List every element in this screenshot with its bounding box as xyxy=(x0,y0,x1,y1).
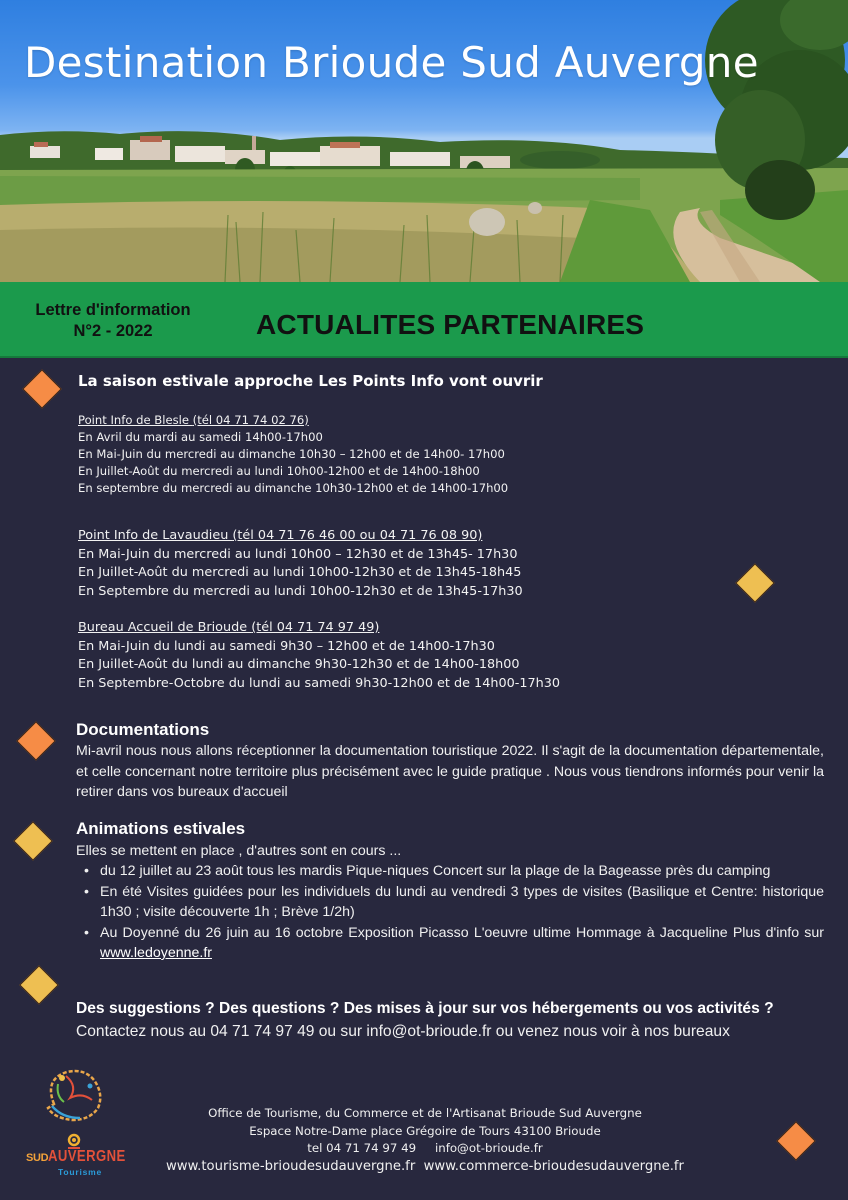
office-title xyxy=(78,527,523,546)
list-item-text: Au Doyenné du 26 juin au 16 octobre Exposition Picasso L'oeuvre ultime Hommage à Jacqueline Plus d'info sur xyxy=(100,924,824,941)
logo-sud: SUD xyxy=(26,1152,49,1164)
hours-line: En Juillet-Août du mercredi au lundi 10h00-12h30 et de 13h45-18h45 xyxy=(78,565,522,580)
office-phone[interactable]: (tél 04 71 74 97 49) xyxy=(251,620,380,635)
cta-question: Des suggestions ? Des questions ? Des mises à jour sur vos hébergements ou vos activités ? xyxy=(76,1000,774,1017)
cta-contact: Contactez nous au 04 71 74 97 49 ou sur info@ot-brioude.fr ou venez nous voir à nos bureaux xyxy=(76,1023,730,1040)
animations-heading: Animations estivales xyxy=(76,819,246,838)
hours-line: En Mai-Juin du lundi au samedi 9h30 – 12h00 et de 14h00-17h30 xyxy=(78,638,495,654)
logo-auvergne: AUVERGNE xyxy=(48,1148,126,1165)
hero-title: Destination Brioude Sud Auvergne xyxy=(24,38,759,87)
footer-tel-email xyxy=(130,1140,720,1158)
orange-diamond-icon xyxy=(16,721,56,761)
footer-url-tourisme[interactable]: www.tourisme-brioudesudauvergne.fr xyxy=(166,1158,416,1174)
list-item xyxy=(76,923,824,964)
ledoyenne-link[interactable]: www.ledoyenne.fr xyxy=(100,945,212,961)
office-blesle xyxy=(78,412,508,497)
documentations-body: Mi-avril nous nous allons réceptionner la documentation touristique 2022. Il s'agit de la documentation départementale, et celle concernant notre territoire plus précisément avec le guide pratique . Nous vous tiendrons informés pour venir la retirer dans vos bureaux d'accueil xyxy=(76,743,824,800)
office-name: Point Info de Blesle xyxy=(78,413,193,427)
hours-line: En Juillet-Août du mercredi au lundi 10h00-12h00 et de 14h00-18h00 xyxy=(78,464,480,478)
list-item: • du 12 juillet au 23 août tous les mardis Pique-niques Concert sur la plage de la Bageasse près du camping xyxy=(76,861,824,882)
footer-tel[interactable]: tel 04 71 74 97 49 xyxy=(307,1141,417,1155)
footer-url-commerce[interactable]: www.commerce-brioudesudauvergne.fr xyxy=(423,1158,684,1174)
office-title xyxy=(78,412,508,429)
issue-label xyxy=(14,300,212,342)
footer-contact xyxy=(130,1105,720,1175)
hours-line: En Avril du mardi au samedi 14h00-17h00 xyxy=(78,430,323,444)
issue-line-1: Lettre d'information xyxy=(35,301,191,319)
sud-auvergne-logo xyxy=(22,1064,132,1182)
hero-banner xyxy=(0,0,848,282)
list-item: • En été Visites guidées pour les individuels du lundi au vendredi 3 types de visites (Basilique et Centre: historique 1h30 ; visite découverte 1h ; Brève 1/2h) xyxy=(76,882,824,923)
footer-org: Office de Tourisme, du Commerce et de l'Artisanat Brioude Sud Auvergne xyxy=(208,1106,642,1120)
hours-line: En Septembre-Octobre du lundi au samedi 9h30-12h00 et de 14h00-17h30 xyxy=(78,675,561,691)
office-lavaudieu xyxy=(78,527,523,601)
hours-line: En Mai-Juin du mercredi au lundi 10h00 – 12h30 et de 13h45- 17h30 xyxy=(78,546,518,562)
hours-line: En Mai-Juin du mercredi au dimanche 10h30 – 12h00 et de 14h00- 17h00 xyxy=(78,447,505,461)
footer-address: Espace Notre-Dame place Grégoire de Tours 43100 Brioude xyxy=(249,1123,601,1138)
animations-intro: Elles se mettent en place , d'autres sont en cours ... xyxy=(76,843,402,859)
hours-line: En septembre du mercredi au dimanche 10h30-12h00 et de 14h00-17h00 xyxy=(78,481,509,495)
hours-line: En Septembre du mercredi au lundi 10h00-12h30 et de 13h45-17h30 xyxy=(78,583,523,599)
orange-diamond-icon xyxy=(22,369,62,409)
hours-line: En Juillet-Août du lundi au dimanche 9h30-12h30 et de 14h00-18h00 xyxy=(78,657,520,672)
yellow-diamond-icon xyxy=(735,563,775,603)
logo-tourisme: Tourisme xyxy=(58,1167,103,1177)
office-name: Bureau Accueil de Brioude xyxy=(78,620,252,635)
office-name: Point Info de Lavaudieu xyxy=(78,528,233,543)
banner-title: ACTUALITES PARTENAIRES xyxy=(256,309,645,340)
yellow-diamond-icon xyxy=(19,965,59,1005)
office-brioude xyxy=(78,619,560,693)
newsletter-banner xyxy=(0,282,848,358)
office-title xyxy=(78,619,560,638)
season-heading: La saison estivale approche Les Points Info vont ouvrir xyxy=(78,372,543,390)
office-phone[interactable]: (tél 04 71 74 02 76) xyxy=(192,413,309,427)
animations-list xyxy=(76,861,824,964)
orange-diamond-icon xyxy=(776,1121,816,1161)
yellow-diamond-icon xyxy=(13,821,53,861)
footer-urls xyxy=(130,1158,720,1176)
footer-email[interactable]: info@ot-brioude.fr xyxy=(434,1141,543,1155)
office-phone[interactable]: (tél 04 71 76 46 00 ou 04 71 76 08 90) xyxy=(232,528,483,543)
issue-number: N°2 - 2022 xyxy=(73,322,153,340)
documentations-heading: Documentations xyxy=(76,720,210,739)
